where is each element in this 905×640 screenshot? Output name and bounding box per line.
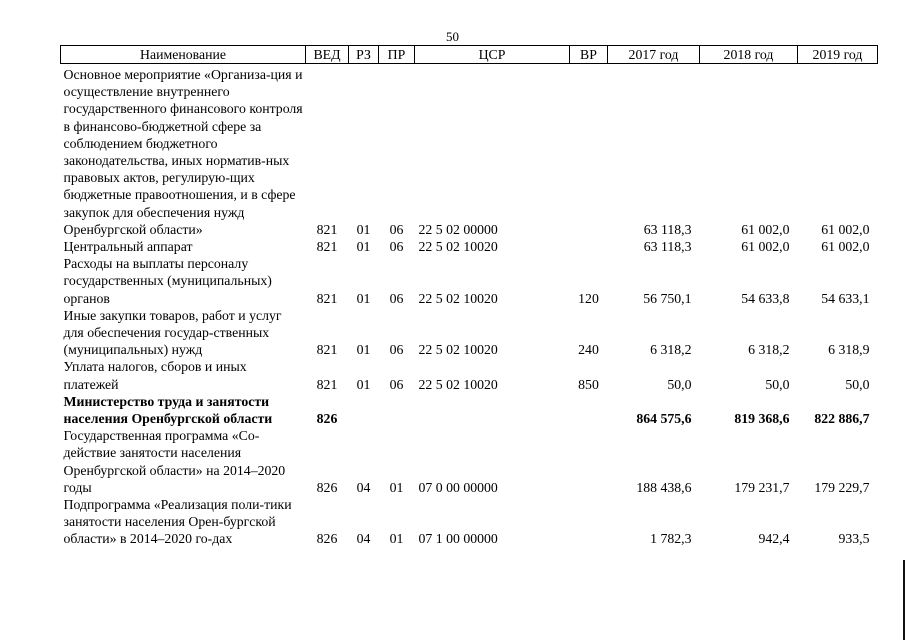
row-name: Основное мероприятие «Организа-ция и осуществление внутреннего государственного финансового контроля в финансово-бюджетной сфере за соблюдением бюджетного законодательства, иных норматив-ных правовых актов, регулирую-щих бюджетные правоотношения, и в сфере закупок для обеспечения нужд Оренбургской области» [63,67,303,237]
header-2018: 2018 год [700,46,798,64]
row-name: Расходы на выплаты персоналу государственных (муниципальных) органов [63,256,272,306]
row-vr: 240 [578,342,599,358]
row-2019: 179 229,7 [814,479,870,495]
table-row [61,427,878,496]
table-row [61,238,878,255]
row-ved: 821 [316,221,338,237]
table-header-row [61,46,878,64]
row-pr: 06 [389,221,404,237]
row-ved: 821 [316,239,338,255]
row-2018: 50,0 [765,376,790,392]
row-2019: 61 002,0 [821,221,870,237]
row-pr: 06 [389,290,404,306]
row-2019: 6 318,9 [828,342,870,358]
row-rz: 01 [356,221,371,237]
header-ved: ВЕД [306,46,349,64]
header-vr: ВР [570,46,608,64]
row-name: Центральный аппарат [63,239,193,255]
row-pr: 06 [389,239,404,255]
page-number: 50 [446,29,459,44]
table-row [61,393,878,427]
row-2019: 50,0 [845,376,870,392]
row-2018: 942,4 [758,531,790,547]
row-rz: 04 [356,479,371,495]
row-rz: 01 [356,239,371,255]
row-vr [570,238,608,255]
row-pr: 06 [389,342,404,358]
row-2018: 819 368,6 [734,411,790,427]
table-row [61,358,878,392]
row-2017: 864 575,6 [636,411,692,427]
row-pr: 06 [389,376,404,392]
row-pr: 01 [389,531,404,547]
table-row [61,64,878,239]
row-2018: 179 231,7 [734,479,790,495]
row-csr: 22 5 02 00000 [418,221,498,237]
row-vr: 850 [578,376,599,392]
row-vr [570,64,608,239]
row-2019: 933,5 [838,531,870,547]
row-pr: 01 [389,479,404,495]
header-name: Наименование [61,46,306,64]
row-vr [570,393,608,427]
row-name: Иные закупки товаров, работ и услуг для обеспечения государ-ственных (муниципальных) нужд [63,307,282,358]
header-2017: 2017 год [608,46,700,64]
row-2017: 63 118,3 [643,239,692,255]
header-rz: РЗ [349,46,379,64]
row-csr: 22 5 02 10020 [418,376,498,392]
row-2017: 56 750,1 [643,290,692,306]
table-row [61,496,878,548]
row-rz: 01 [356,290,371,306]
budget-table [60,45,878,548]
header-pr: ПР [379,46,415,64]
row-vr [570,427,608,496]
row-2019: 61 002,0 [821,239,870,255]
row-csr [415,393,570,427]
row-2018: 54 633,8 [741,290,790,306]
row-2017: 188 438,6 [636,479,692,495]
row-rz [349,393,379,427]
row-2017: 63 118,3 [643,221,692,237]
row-2018: 61 002,0 [741,221,790,237]
row-2018: 61 002,0 [741,239,790,255]
row-ved: 821 [316,342,338,358]
header-2019: 2019 год [798,46,878,64]
row-2017: 1 782,3 [650,531,692,547]
row-rz: 04 [356,531,371,547]
row-ved: 826 [316,411,338,427]
row-2017: 6 318,2 [650,342,692,358]
row-name: Государственная программа «Со-действие занятости населения Оренбургской области» на 2014–2020 годы [63,428,286,495]
row-pr [379,393,415,427]
row-csr: 07 1 00 00000 [418,531,498,547]
row-csr: 22 5 02 10020 [418,290,498,306]
row-2019: 54 633,1 [821,290,870,306]
row-csr: 07 0 00 00000 [418,479,498,495]
row-name: Подпрограмма «Реализация поли-тики занятости населения Орен-бургской области» в 2014–2020 го-дах [63,497,292,547]
table-row [61,307,878,359]
row-2019: 822 886,7 [814,411,870,427]
row-2018: 6 318,2 [748,342,790,358]
row-vr [570,496,608,548]
row-name: Уплата налогов, сборов и иных платежей [63,359,247,392]
row-ved: 821 [316,376,338,392]
row-2017: 50,0 [667,376,692,392]
row-ved: 826 [316,479,338,495]
row-csr: 22 5 02 10020 [418,239,498,255]
row-name: Министерство труда и занятости населения Оренбургской области [63,393,273,427]
row-rz: 01 [356,376,371,392]
row-vr: 120 [578,290,599,306]
table-row [61,255,878,307]
row-ved: 826 [316,531,338,547]
header-csr: ЦСР [415,46,570,64]
row-csr: 22 5 02 10020 [418,342,498,358]
row-ved: 821 [316,290,338,306]
row-rz: 01 [356,342,371,358]
